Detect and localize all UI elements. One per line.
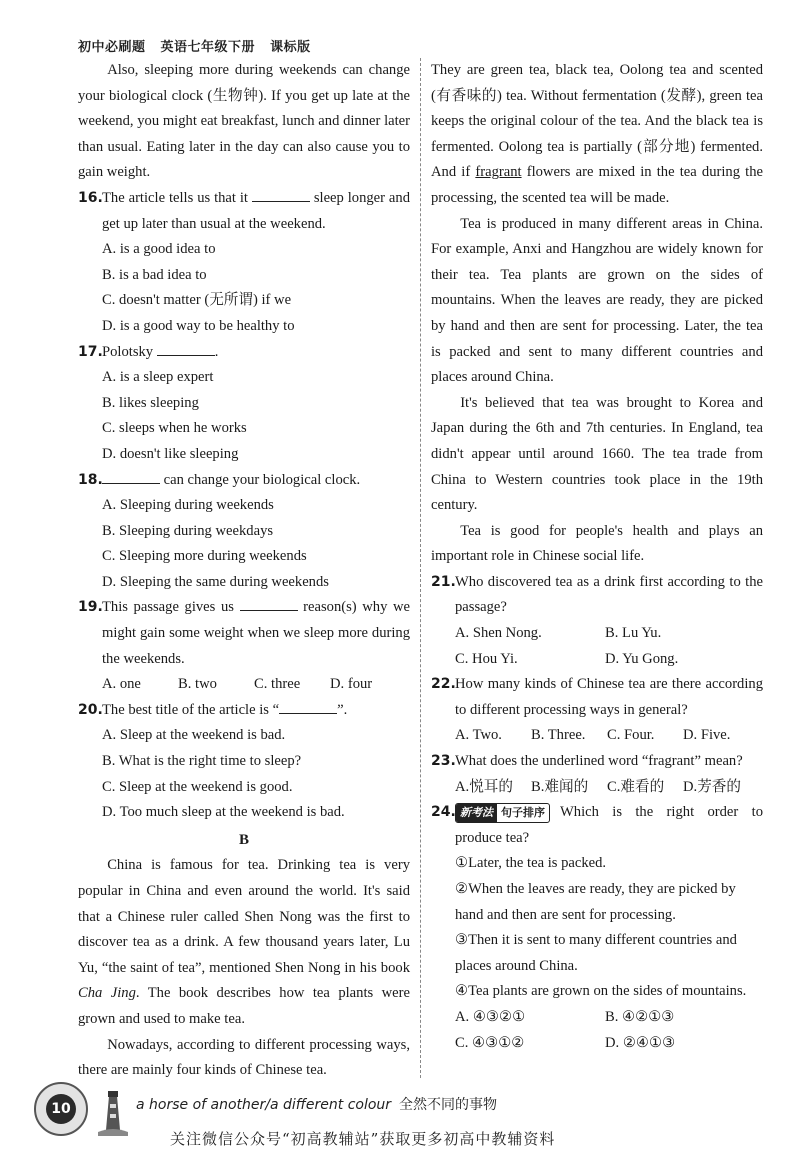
promo-text: 关注微信公众号“初高教辅站”获取更多初高中教辅资料 <box>170 1130 556 1148</box>
page-header <box>78 36 718 55</box>
option[interactable]: D. Sleeping the same during weekends <box>102 573 329 590</box>
question-16 <box>78 186 410 340</box>
lighthouse-icon <box>96 1086 130 1136</box>
answer-blank[interactable] <box>240 596 298 611</box>
question-number: 22. <box>431 676 456 693</box>
page-number: 10 <box>46 1094 76 1124</box>
passage-paragraph: Nowadays, according to different processing ways, there are mainly four kinds of Chinese tea. <box>78 1036 410 1079</box>
question-stem: The article tells us that it <box>102 189 248 206</box>
sequence-item: ③Then it is sent to many different countries and places around China. <box>455 932 737 974</box>
question-stem: The best title of the article is “ <box>102 701 280 718</box>
option[interactable]: D. four <box>330 676 373 693</box>
passage-paragraph <box>78 853 410 1032</box>
book-title: Cha Jing <box>78 985 136 1002</box>
answer-blank[interactable] <box>279 699 337 714</box>
option[interactable]: B. Lu Yu. <box>605 625 662 642</box>
option[interactable]: A. Sleeping during weekends <box>102 497 274 514</box>
new-method-badge <box>455 803 550 823</box>
underlined-word: fragrant <box>475 164 522 181</box>
question-22 <box>431 672 763 749</box>
option[interactable]: D. Too much sleep at the weekend is bad. <box>102 804 345 821</box>
option[interactable]: C. three <box>254 676 301 693</box>
question-stem: How many kinds of Chinese tea are there according to different processing ways in general? <box>455 676 763 718</box>
option[interactable]: C. Four. <box>607 727 655 744</box>
option[interactable]: A. ④③②① <box>455 1008 526 1025</box>
option[interactable]: C. sleeps when he works <box>102 420 247 437</box>
question-number: 20. <box>78 701 103 718</box>
question-21 <box>431 570 763 672</box>
question-stem-tail: can change your biological clock. <box>163 471 361 488</box>
idiom-chinese: 全然不同的事物 <box>399 1097 498 1113</box>
sequence-item: ②When the leaves are ready, they are picked by hand and then are sent for processing. <box>455 881 736 923</box>
option[interactable]: B. likes sleeping <box>102 394 199 411</box>
option[interactable]: A.悦耳的 <box>455 778 513 795</box>
question-stem: This passage gives us <box>102 599 234 616</box>
badge-label: 新考法 <box>456 803 497 823</box>
option[interactable]: C. Sleeping more during weekends <box>102 548 307 565</box>
question-stem: Which is the right order to produce tea? <box>455 804 763 846</box>
answer-blank[interactable] <box>252 187 310 202</box>
passage-text: China is famous for tea. Drinking tea is very popular in China and even around the world. It's said that a Chinese ruler called Shen Nong was the first to discover tea as a drink. A few thousand years later, Lu Yu, “the saint of tea”, mentioned Shen Nong in his book <box>78 857 410 976</box>
question-number: 18. <box>78 471 103 488</box>
option[interactable]: B. two <box>178 676 217 693</box>
question-stem-tail: ”. <box>337 701 348 718</box>
passage-text: . The book describes how tea plants were grown and used to make tea. <box>78 985 410 1027</box>
option[interactable]: B. ④②①③ <box>605 1008 675 1025</box>
question-23 <box>431 749 763 800</box>
question-stem: Who discovered tea as a drink first according to the passage? <box>455 573 763 616</box>
option[interactable]: A. one <box>102 676 141 693</box>
option[interactable]: B. is a bad idea to <box>102 266 207 283</box>
question-number: 16. <box>78 189 103 206</box>
question-number: 23. <box>431 753 456 770</box>
option[interactable]: C. doesn't matter (无所谓) if we <box>102 292 292 309</box>
page-footer <box>28 1082 772 1152</box>
page-number-badge <box>34 1082 88 1136</box>
question-20 <box>78 698 410 826</box>
option[interactable]: B. What is the right time to sleep? <box>102 753 302 770</box>
option[interactable]: C. Hou Yi. <box>455 650 518 667</box>
idiom-line <box>136 1094 497 1114</box>
left-column <box>78 58 410 1084</box>
option[interactable]: A. Sleep at the weekend is bad. <box>102 727 286 744</box>
right-column <box>431 58 763 1056</box>
answer-blank[interactable] <box>157 341 215 356</box>
question-number: 19. <box>78 599 103 616</box>
series-name: 初中必刷题 <box>78 40 146 55</box>
question-18 <box>78 468 410 596</box>
question-24 <box>431 800 763 1056</box>
option[interactable]: A. Two. <box>455 727 502 744</box>
passage-paragraph <box>431 58 763 212</box>
idiom-english: a horse of another/a different colour <box>136 1097 392 1113</box>
passage-paragraph: Tea is produced in many different areas in China. For example, Anxi and Hangzhou are widely known for their tea. Tea plants are grown on the sides of mountains. When the leaves are ready, they are picked by hand and then are sent for processing. Later, the tea is packed and sent to many different countries and places around China. <box>431 215 763 386</box>
option[interactable]: C. Sleep at the weekend is good. <box>102 778 293 795</box>
sequence-item: ①Later, the tea is packed. <box>455 855 607 872</box>
question-stem: Polotsky <box>102 343 154 360</box>
option[interactable]: D. Five. <box>683 727 731 744</box>
subject-name: 英语七年级下册 <box>160 40 256 55</box>
question-number: 17. <box>78 343 103 360</box>
section-title: B <box>238 831 249 848</box>
intro-paragraph: Also, sleeping more during weekends can change your biological clock (生物钟). If you get up late at the weekend, you might eat breakfast, lunch and dinner later than usual. Eating later in the day can also cause you to gain weight. <box>78 62 410 181</box>
question-stem: What does the underlined word “fragrant” mean? <box>455 753 743 770</box>
column-divider <box>420 58 421 1078</box>
question-number: 24. <box>431 804 456 821</box>
passage-paragraph: It's believed that tea was brought to Korea and Japan during the 6th and 7th centuries. In England, tea didn't appear until around 1660. The tea trade from China to Western countries took place in the 19th century. <box>431 394 763 514</box>
option[interactable]: B. Sleeping during weekdays <box>102 522 274 539</box>
question-stem-tail: reason(s) why we might gain some weight when we sleep more during the weekends. <box>102 599 410 667</box>
option[interactable]: B. Three. <box>531 727 586 744</box>
option[interactable]: D.芳香的 <box>683 778 741 795</box>
question-19 <box>78 595 410 697</box>
passage-paragraph: Tea is good for people's health and plays an important role in Chinese social life. <box>431 522 763 565</box>
edition-name: 课标版 <box>270 40 311 55</box>
option[interactable]: D. Yu Gong. <box>605 650 679 667</box>
question-stem-tail: sleep longer and get up later than usual at the weekend. <box>102 189 411 232</box>
option[interactable]: C.难看的 <box>607 778 665 795</box>
option[interactable]: D. is a good way to be healthy to <box>102 317 295 334</box>
question-17 <box>78 340 410 468</box>
passage-text: They are green tea, black tea, Oolong tea and scented (有香味的) tea. Without fermentation (发酵), green tea keeps the original colour of the tea. And the black tea is fermented. Oolong tea is partially (部分地) fermented. And if <box>431 62 763 181</box>
badge-type: 句子排序 <box>501 806 545 820</box>
question-number: 21. <box>431 573 456 590</box>
option[interactable]: A. is a sleep expert <box>102 369 214 386</box>
sequence-item: ④Tea plants are grown on the sides of mountains. <box>455 983 747 1000</box>
option[interactable]: C. ④③①② <box>455 1034 525 1051</box>
passage-text: flowers are mixed in the tea during the processing, the scented tea will be made. <box>431 164 763 206</box>
question-stem-tail: . <box>214 343 219 360</box>
answer-blank[interactable] <box>102 469 160 484</box>
option[interactable]: B.难闻的 <box>531 778 589 795</box>
option[interactable]: A. is a good idea to <box>102 241 216 258</box>
option[interactable]: A. Shen Nong. <box>455 625 542 642</box>
option[interactable]: D. ②④①③ <box>605 1034 676 1051</box>
option[interactable]: D. doesn't like sleeping <box>102 445 239 462</box>
